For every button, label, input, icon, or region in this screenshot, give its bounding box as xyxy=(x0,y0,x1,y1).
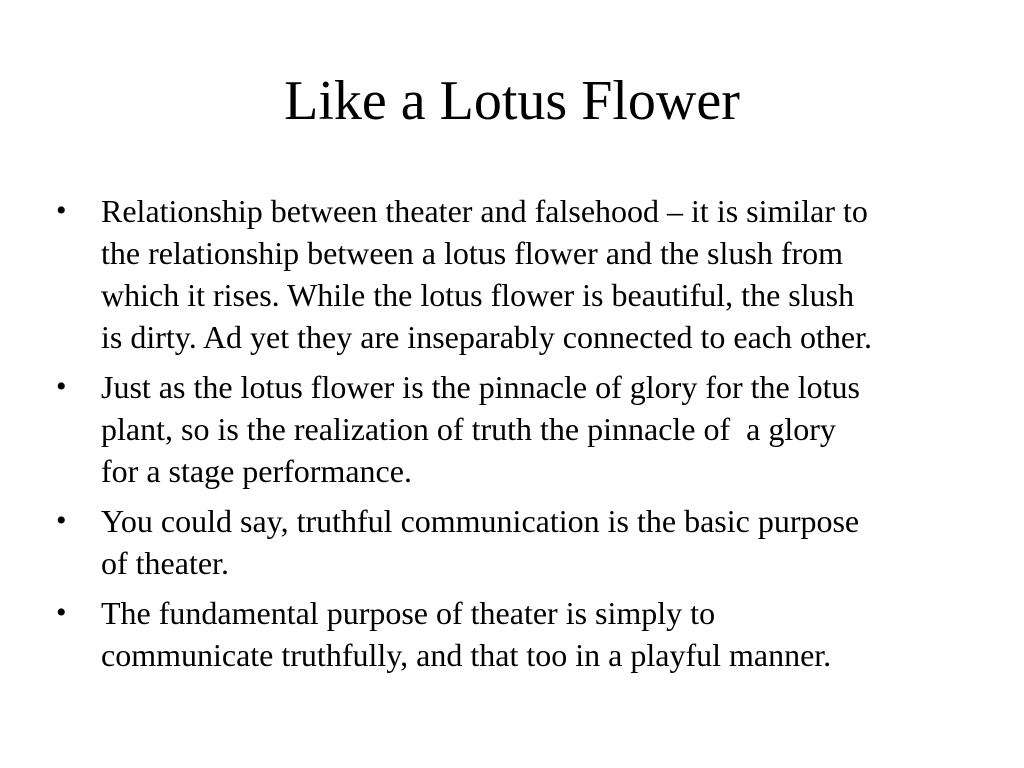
bullet-text-line: The fundamental purpose of theater is simply to xyxy=(101,595,716,631)
bullet-item xyxy=(56,366,976,492)
bullet-icon: • xyxy=(56,194,67,227)
bullet-text-line: the relationship between a lotus flower and the slush from xyxy=(101,235,844,271)
slide-title: Like a Lotus Flower xyxy=(284,70,740,132)
bullet-text-line: You could say, truthful communication is the basic purpose xyxy=(101,503,860,539)
bullet-icon: • xyxy=(56,504,67,537)
bullet-text-line: Relationship between theater and falsehood – it is similar to xyxy=(101,193,868,229)
bullet-text-line: Just as the lotus flower is the pinnacle of glory for the lotus xyxy=(101,369,860,405)
bullet-item xyxy=(56,500,976,584)
bullet-text-line: plant, so is the realization of truth the pinnacle of a glory xyxy=(101,411,836,447)
bullet-text-line: which it rises. While the lotus flower is beautiful, the slush xyxy=(101,277,855,313)
bullet-icon: • xyxy=(56,370,67,403)
bullet-text-line: of theater. xyxy=(101,545,229,581)
bullet-icon: • xyxy=(56,596,67,629)
bullet-item xyxy=(56,190,976,358)
bullet-list xyxy=(56,190,976,684)
bullet-text-line: is dirty. Ad yet they are inseparably connected to each other. xyxy=(101,319,872,355)
bullet-text-line: for a stage performance. xyxy=(101,453,412,489)
bullet-item xyxy=(56,592,976,676)
bullet-text-line: communicate truthfully, and that too in a playful manner. xyxy=(101,637,832,673)
